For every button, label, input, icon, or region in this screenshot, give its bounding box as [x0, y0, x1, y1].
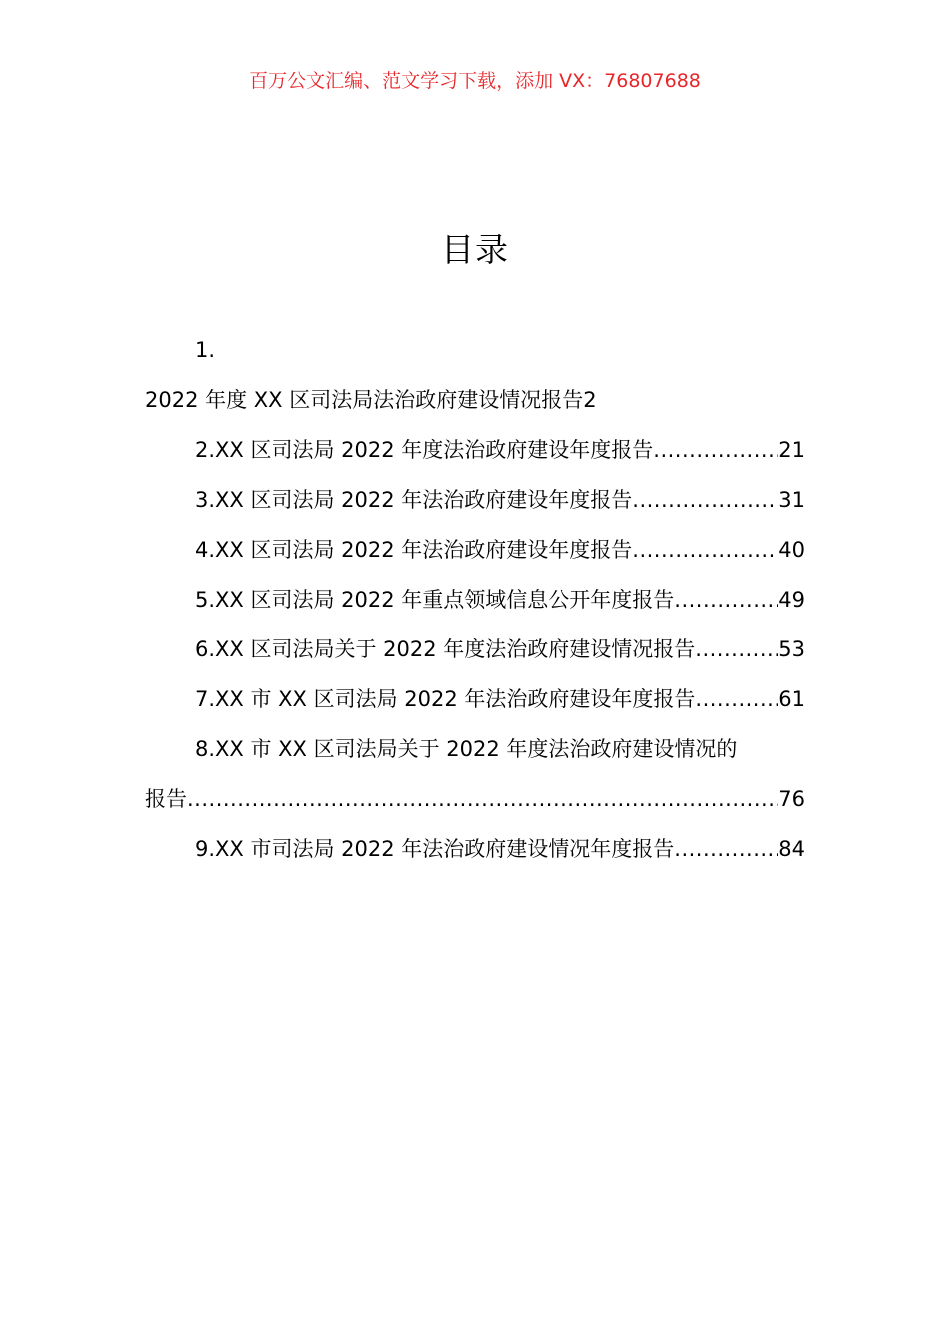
toc-leader-dots: [187, 783, 778, 815]
toc-entry-title: 2.XX 区司法局 2022 年度法治政府建设年度报告: [195, 438, 654, 462]
toc-entry: [195, 683, 805, 715]
toc-entry: [195, 584, 805, 616]
toc-entry-title: 报告: [145, 787, 187, 811]
toc-page-number: 21: [778, 438, 805, 462]
page-title: 目录: [441, 230, 509, 269]
toc-leader-dots: [695, 633, 778, 665]
toc-entry-title: 4.XX 区司法局 2022 年法治政府建设年度报告: [195, 538, 633, 562]
toc-entry-8-line1: 8.XX 市 XX 区司法局关于 2022 年度法治政府建设情况的: [195, 737, 738, 761]
toc-leader-dots: [632, 484, 778, 516]
toc-leader-dots: [695, 683, 778, 715]
toc-entry-title: 9.XX 市司法局 2022 年法治政府建设情况年度报告: [195, 837, 675, 861]
toc-entry: [195, 434, 805, 466]
toc-page-number: 61: [778, 687, 805, 711]
toc-entry-1-text: 2022 年度 XX 区司法局法治政府建设情况报告2: [145, 388, 597, 412]
toc-leader-dots: [674, 833, 778, 865]
toc-entry: [195, 534, 805, 566]
toc-leader-dots: [653, 434, 778, 466]
toc-page-number: 40: [778, 538, 805, 562]
toc-leader-dots: [674, 584, 778, 616]
toc-entry: [195, 833, 805, 865]
header-note: 百万公文汇编、范文学习下载，添加 VX：76807688: [249, 70, 701, 92]
toc-entry-title: 7.XX 市 XX 区司法局 2022 年法治政府建设年度报告: [195, 687, 696, 711]
toc-entry-title: 5.XX 区司法局 2022 年重点领域信息公开年度报告: [195, 588, 675, 612]
toc-entry-title: 3.XX 区司法局 2022 年法治政府建设年度报告: [195, 488, 633, 512]
toc-entry: [145, 783, 805, 815]
toc-entry-1-number: 1.: [195, 338, 216, 362]
toc-page-number: 53: [778, 637, 805, 661]
toc-page-number: 31: [778, 488, 805, 512]
toc-entry: [195, 484, 805, 516]
toc-page-number: 76: [778, 787, 805, 811]
toc-page-number: 84: [778, 837, 805, 861]
toc-leader-dots: [632, 534, 778, 566]
toc-page-number: 49: [778, 588, 805, 612]
toc-entry-title: 6.XX 区司法局关于 2022 年度法治政府建设情况报告: [195, 637, 696, 661]
toc-entry: [195, 633, 805, 665]
